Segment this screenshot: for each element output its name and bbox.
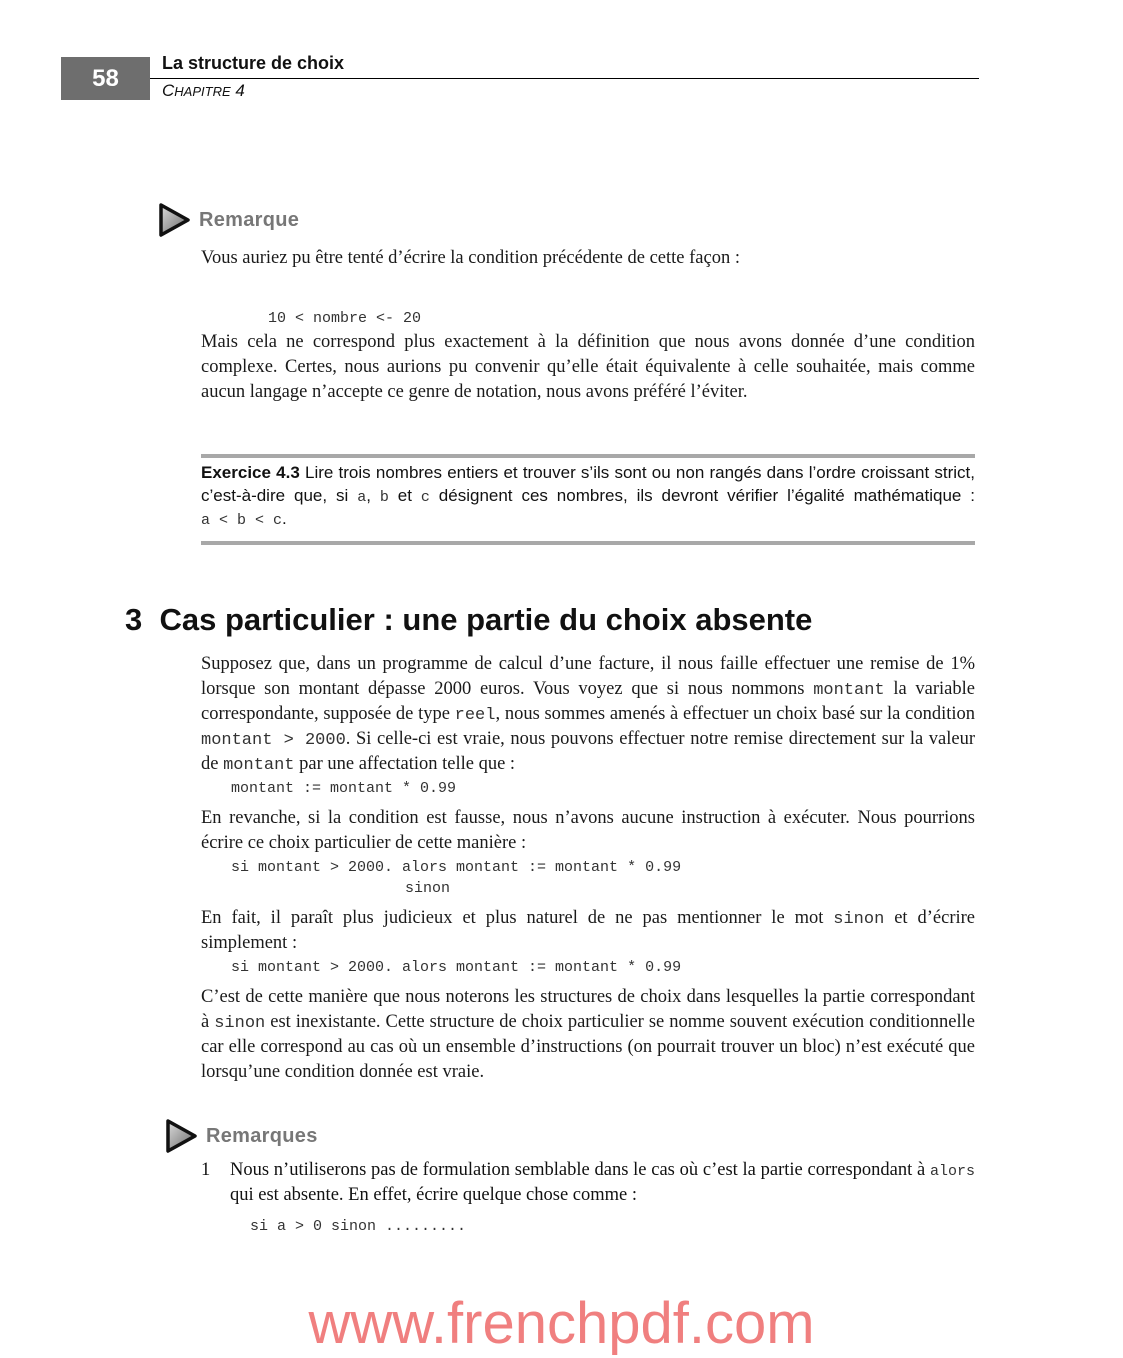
inline-code: montant	[223, 756, 295, 775]
code-line: si montant > 2000. alors montant := montant * 0.99	[231, 859, 682, 876]
text: . Si celle-ci est vraie, nous pouvons effectuer notre remise directement sur la valeur de	[201, 729, 975, 774]
code-line: sinon	[405, 880, 451, 897]
text: Supposez que, dans un programme de calcul d’une facture, il nous faille effectuer une remise de 1% lorsque son montant dépasse 2000 euros. Vous voyez que si nous nommons	[201, 654, 975, 699]
section-heading: 3 Cas particulier : une partie du choix absente	[125, 602, 813, 637]
play-arrow-icon	[164, 1118, 198, 1154]
text-run	[201, 654, 975, 774]
play-arrow-icon	[157, 202, 191, 238]
exercise-label: Exercice 4.3	[201, 463, 300, 482]
remarque-paragraph: Mais cela ne correspond plus exactement à la définition que nous avons donnée d’une condition complexe. Certes, nous aurions pu convenir qu’elle était équivalente à celle souhaitée, mais comme aucun langage n’accepte ce genre de notation, nous avons préféré l’éviter.	[201, 332, 975, 402]
text: ,	[366, 486, 380, 505]
remarques-title: Remarques	[206, 1125, 318, 1147]
text-run	[201, 987, 975, 1082]
chapter-prefix: C	[162, 81, 175, 100]
running-title: La structure de choix	[162, 53, 345, 73]
remarque-item	[201, 1158, 975, 1208]
inline-code: a	[357, 489, 367, 506]
chapter-number: 4	[230, 81, 245, 100]
text: qui est absente. En effet, écrire quelque chose comme :	[230, 1185, 638, 1205]
text: En revanche, si la condition est fausse, nous n’avons aucune instruction à exécuter. Nous pourrions écrire ce choix particulier de cette manière :	[201, 808, 975, 853]
watermark: www.frenchpdf.com	[308, 1291, 815, 1356]
chapter-smallcaps: HAPITRE	[174, 84, 231, 99]
code-line: si montant > 2000. alors montant := montant * 0.99	[231, 959, 682, 976]
text-run	[201, 908, 975, 953]
text: Lire trois nombres entiers et trouver s’ils sont ou non rangés dans l’ordre croissant strict, c’est-à-dire que, si	[201, 463, 976, 505]
text: Nous n’utiliserons pas de formulation semblable dans le cas où c’est la partie correspondant à	[230, 1160, 930, 1180]
code-example: 10 < nombre <- 20	[268, 310, 422, 327]
text: la variable correspondante, supposée de type	[201, 679, 975, 724]
remarque-title: Remarque	[199, 209, 300, 231]
text: En fait, il paraît plus judicieux et plus naturel de ne pas mentionner le mot	[201, 908, 834, 928]
inline-code: b	[379, 489, 389, 506]
item-number: 1	[201, 1160, 211, 1180]
remarque-intro: Vous auriez pu être tenté d’écrire la condition précédente de cette façon :	[201, 248, 740, 268]
text: est inexistante. Cette structure de choix particulier se nomme souvent exécution conditionnelle car elle correspond au cas où un ensemble d’instructions (on pourrait trouver un bloc) n’est exécuté que lorsqu’une condition donnée est vraie.	[201, 1012, 976, 1082]
page-number: 58	[61, 57, 150, 100]
text-run	[201, 808, 975, 853]
inline-code: alors	[929, 1163, 975, 1180]
text-run	[230, 1158, 975, 1208]
inline-code: a < b < c	[201, 512, 283, 529]
text-run	[201, 463, 975, 528]
body-paragraph-4	[201, 985, 975, 1085]
body-paragraph-2	[201, 806, 975, 856]
inline-code: reel	[454, 706, 496, 725]
text: et	[388, 486, 421, 505]
exercise-text	[201, 461, 975, 530]
text: par une affectation telle que :	[294, 754, 516, 774]
text: désignent ces nombres, ils devront vérifier l’égalité mathématique :	[429, 486, 976, 505]
inline-code: sinon	[214, 1014, 266, 1033]
inline-code: sinon	[833, 910, 885, 929]
inline-code: montant > 2000	[201, 731, 346, 750]
text: C’est de cette manière que nous noterons les structures de choix dans lesquelles la partie correspondant à	[201, 987, 975, 1032]
header-rule	[150, 78, 979, 79]
body-paragraph-1	[201, 652, 975, 777]
exercise-top-rule	[201, 454, 975, 458]
code-line: si a > 0 sinon .........	[250, 1218, 467, 1235]
text: .	[282, 509, 287, 528]
inline-code: montant	[813, 681, 885, 700]
exercise-bottom-rule	[201, 541, 975, 545]
text: et d’écrire simplement :	[201, 908, 976, 953]
text: , nous sommes amenés à effectuer un choix basé sur la condition	[495, 704, 975, 724]
inline-code: c	[420, 489, 430, 506]
chapter-label	[162, 81, 245, 101]
code-line: montant := montant * 0.99	[231, 780, 457, 797]
body-paragraph-3	[201, 906, 975, 956]
